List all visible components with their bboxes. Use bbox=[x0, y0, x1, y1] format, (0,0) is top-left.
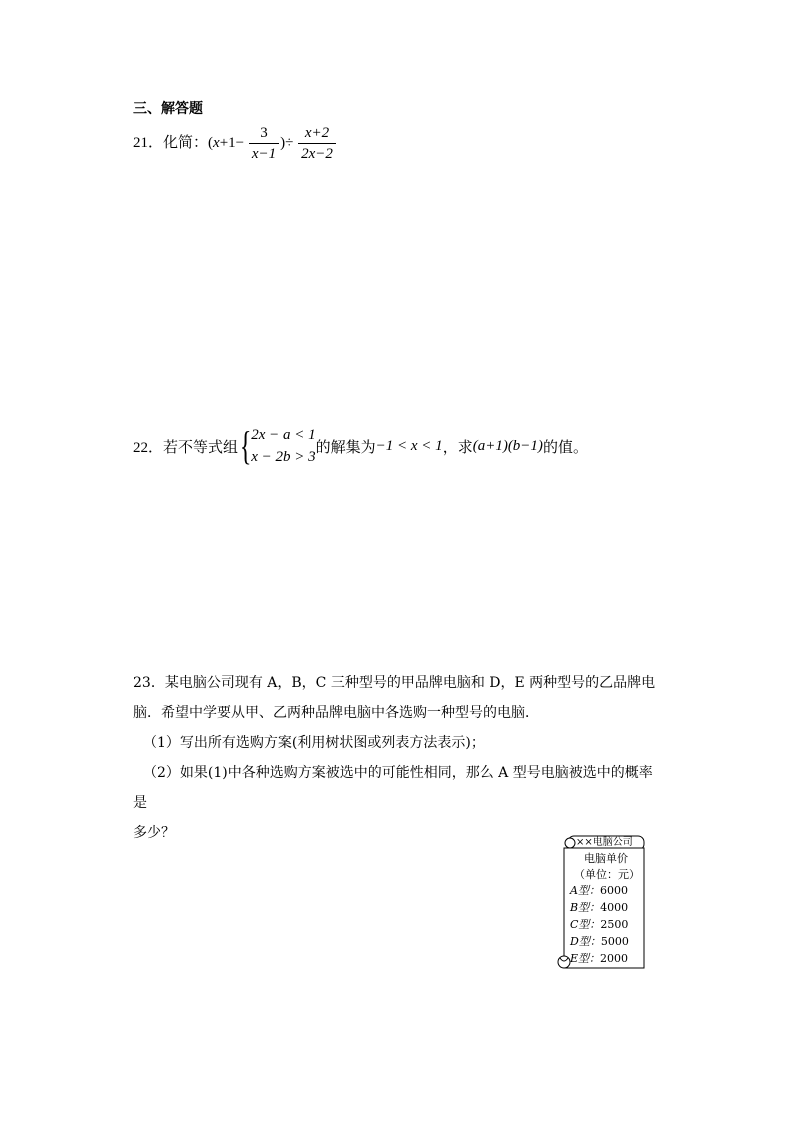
price-card-scroll bbox=[556, 834, 648, 974]
q21-x: x bbox=[213, 135, 220, 151]
q21-frac1-numerator: 3 bbox=[249, 124, 279, 144]
q21-fraction-2 bbox=[298, 124, 336, 163]
q23-line-1: 23．某电脑公司现有 A，B，C 三种型号的甲品牌电脑和 D，E 两种型号的乙品牌电 bbox=[133, 675, 656, 691]
q21-frac2-denominator: 2x−2 bbox=[301, 146, 333, 163]
q21-plus-one: +1− bbox=[219, 135, 245, 151]
q22-expression: (a+1)(b−1) bbox=[472, 437, 543, 454]
card-title: 电脑单价 bbox=[584, 852, 628, 865]
card-row-c: C型：2500 bbox=[570, 918, 629, 931]
q21-frac1-denominator: x−1 bbox=[251, 146, 277, 163]
q22-ask-text: ，求 bbox=[442, 439, 473, 456]
inequality-system bbox=[251, 424, 315, 468]
question-21 bbox=[133, 123, 337, 163]
q22-number: 22． bbox=[133, 439, 164, 456]
q21-close-divide: )÷ bbox=[280, 135, 294, 151]
q23-line-2: 脑．希望中学要从甲、乙两种品牌电脑中各选购一种型号的电脑． bbox=[133, 705, 539, 721]
left-brace-icon: { bbox=[239, 423, 252, 468]
question-23 bbox=[133, 668, 665, 848]
card-row-d: D型：5000 bbox=[570, 935, 629, 948]
q22-solution-range: −1 < x < 1 bbox=[375, 437, 443, 454]
card-unit: （单位：元） bbox=[574, 868, 640, 881]
card-row-a: A型：6000 bbox=[570, 884, 628, 897]
q21-open-paren: ( bbox=[208, 135, 214, 151]
q21-fraction-1 bbox=[249, 124, 279, 163]
q23-part-1: （1）写出所有选购方案(利用树状图或列表方法表示)； bbox=[143, 735, 485, 751]
question-22 bbox=[133, 424, 588, 468]
q23-part-2b: 多少？ bbox=[133, 825, 175, 841]
section-title: 三、解答题 bbox=[133, 101, 203, 117]
q21-prompt: 化简： bbox=[163, 135, 209, 151]
card-banner: ××电脑公司 bbox=[576, 837, 633, 848]
inequality-line-1: 2x − a < 1 bbox=[251, 427, 316, 443]
card-row-e: E型：2000 bbox=[570, 952, 629, 965]
card-row-b: B型：4000 bbox=[570, 901, 629, 914]
q21-number: 21． bbox=[133, 135, 164, 151]
q23-part-2a: （2）如果(1)中各种选购方案被选中的可能性相同，那么 A 型号电脑被选中的概率是 bbox=[133, 765, 653, 811]
q22-end-text: 的值。 bbox=[542, 439, 588, 456]
q22-mid-text: 的解集为 bbox=[315, 439, 376, 456]
inequality-line-2: x − 2b > 3 bbox=[251, 449, 316, 465]
q21-frac2-numerator: x+2 bbox=[298, 124, 336, 144]
q22-prompt: 若不等式组 bbox=[163, 439, 239, 456]
